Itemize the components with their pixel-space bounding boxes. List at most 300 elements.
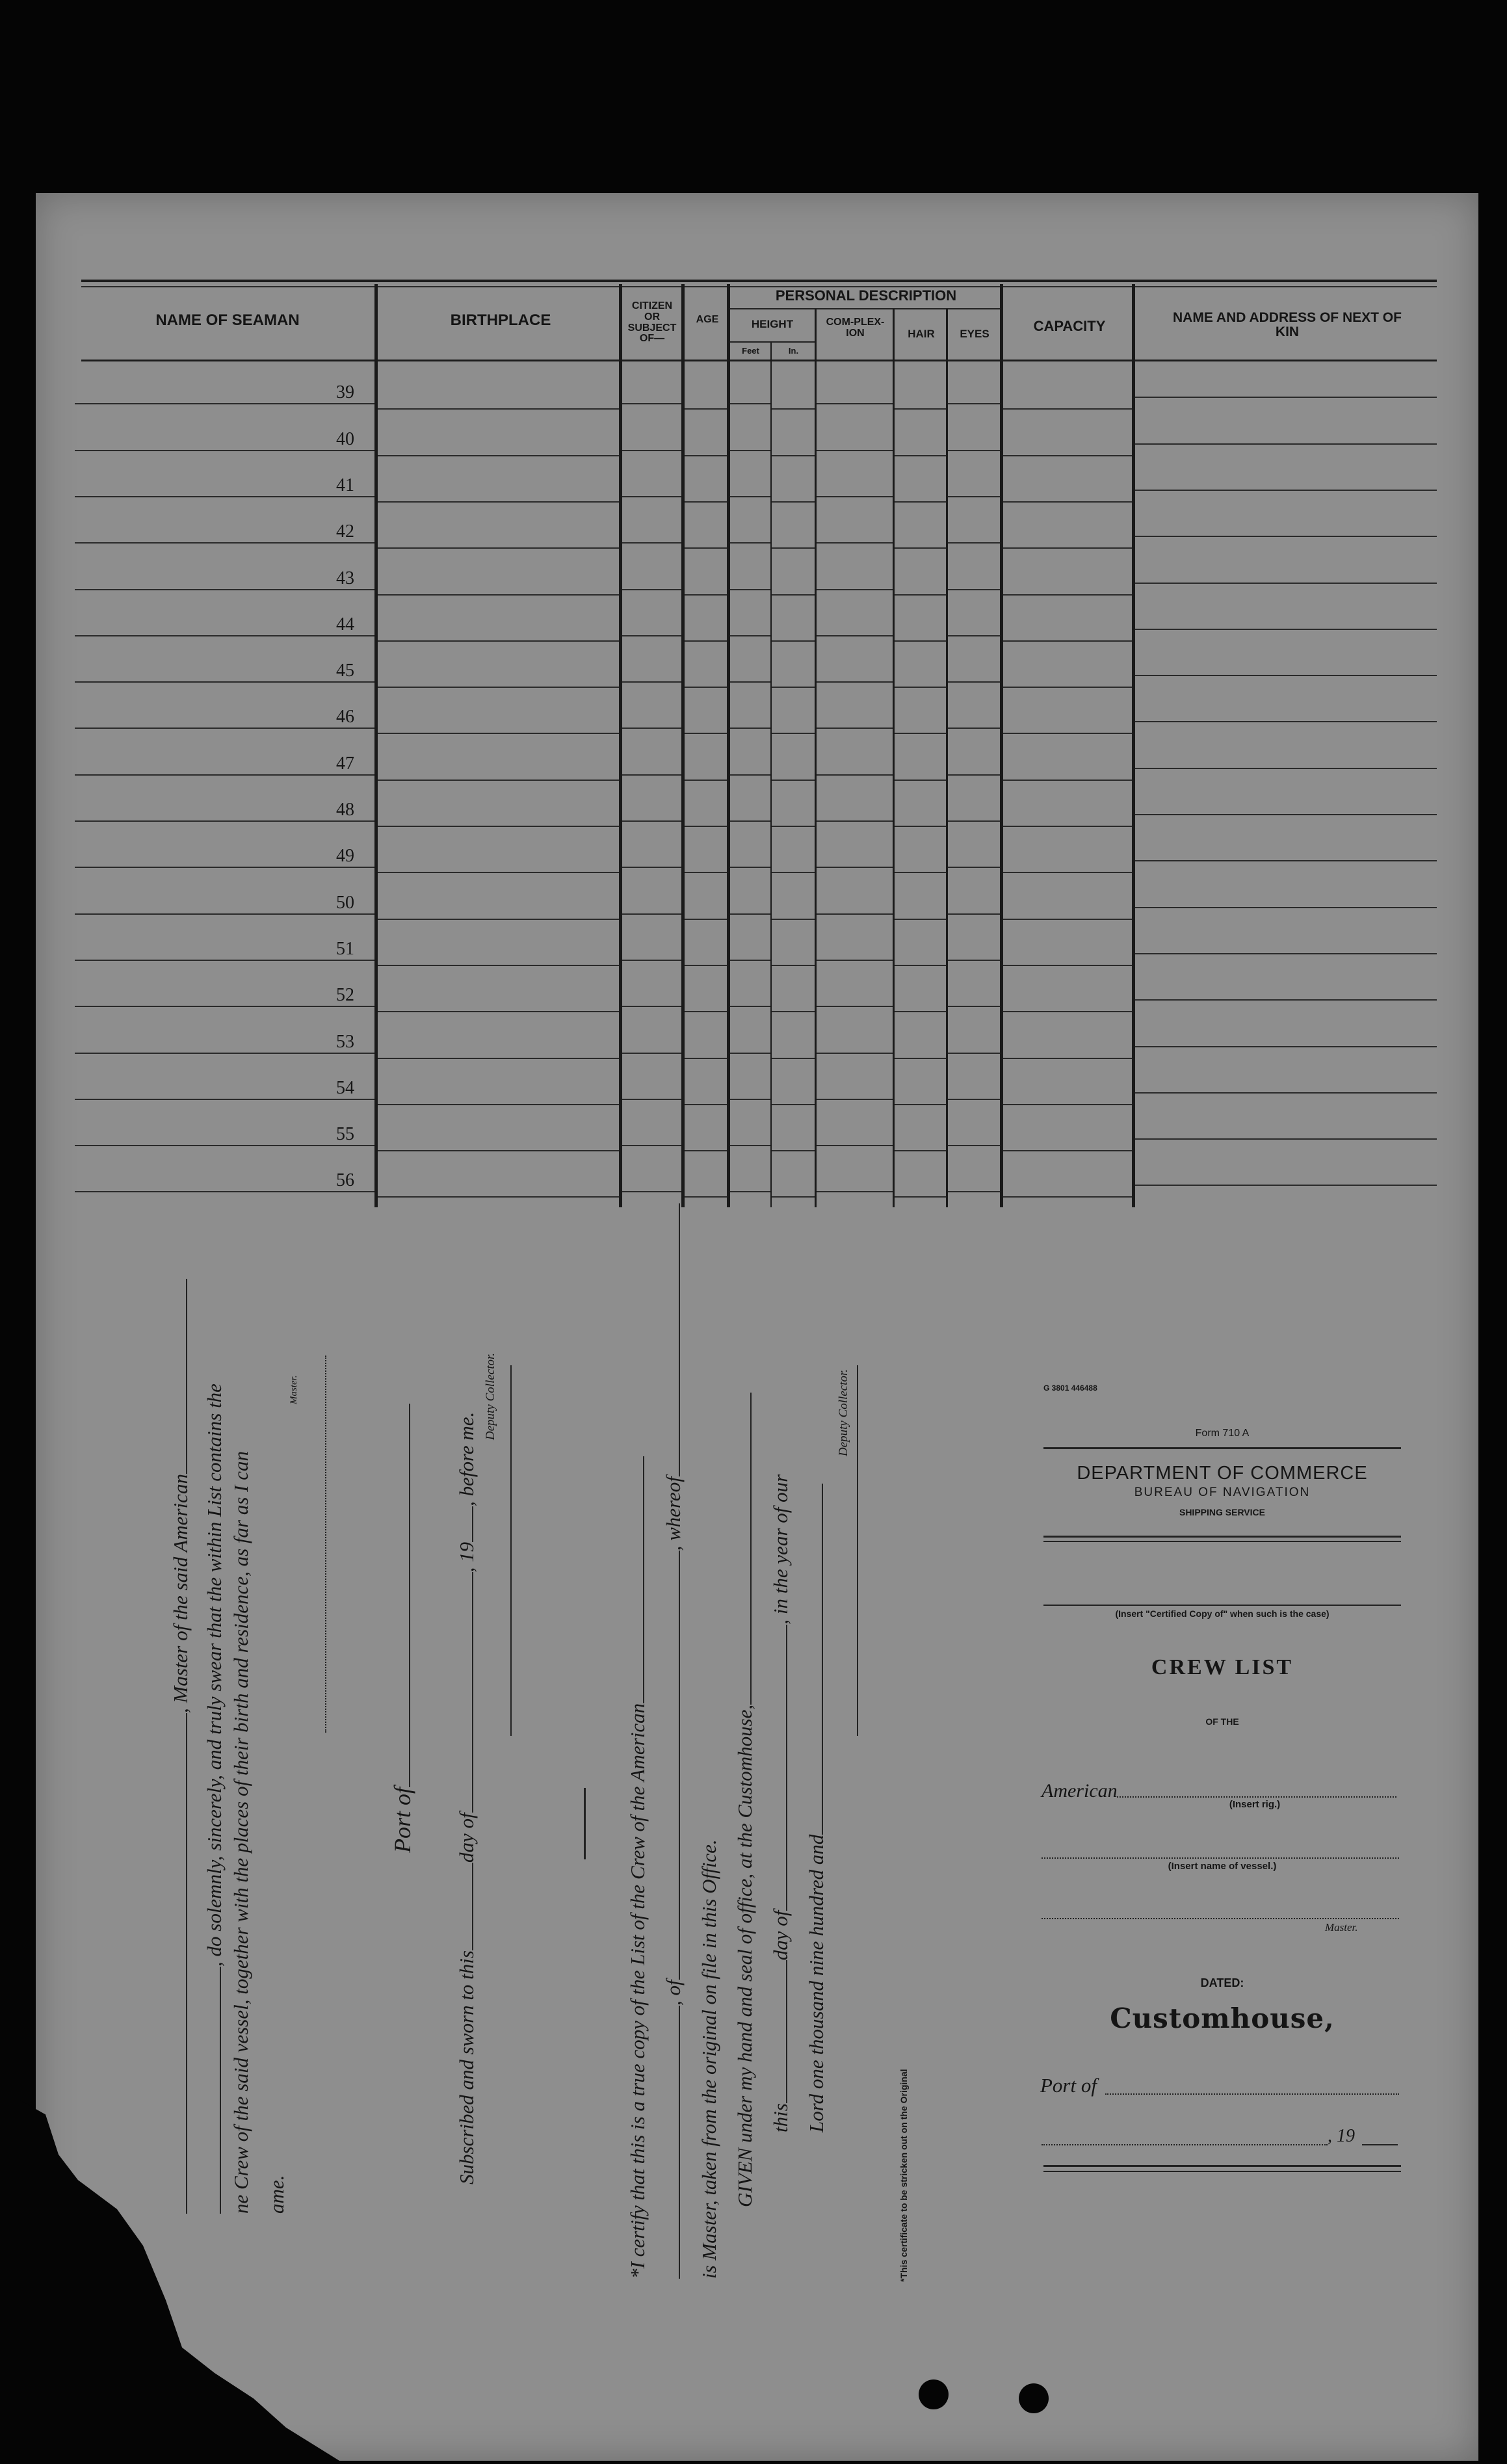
row-number: 41 xyxy=(336,475,354,495)
row-rule xyxy=(685,1196,727,1198)
header-hair: HAIR xyxy=(908,328,935,340)
row-rule xyxy=(1135,1138,1437,1140)
row-rule xyxy=(1003,594,1132,596)
blank-customhouse xyxy=(730,1393,752,1705)
before-me-text: , before me. xyxy=(455,1411,478,1506)
row-rule xyxy=(1135,490,1437,491)
insert-rig: (Insert rig.) xyxy=(1229,1799,1281,1810)
row-rule xyxy=(685,408,727,410)
row-rule xyxy=(948,681,1000,683)
blank-cert-day xyxy=(766,1960,787,2103)
blank-cert-month xyxy=(766,1625,787,1911)
cert-line-5 xyxy=(766,1474,791,2132)
row-rule xyxy=(685,872,727,873)
row-rule xyxy=(1003,687,1132,688)
port-of-line xyxy=(389,1404,414,1853)
row-rule xyxy=(378,1150,619,1151)
row-rule xyxy=(685,687,727,688)
row-rule xyxy=(948,1006,1000,1007)
row-rule xyxy=(1135,1046,1437,1047)
row-rule xyxy=(948,450,1000,451)
row-rule xyxy=(730,450,770,451)
row-rule xyxy=(730,1006,770,1007)
row-rule xyxy=(948,1145,1000,1146)
row-rule xyxy=(1135,999,1437,1001)
row-rule xyxy=(685,501,727,503)
blank-of-port xyxy=(659,1551,680,1980)
oath-line-2 xyxy=(200,1383,224,2214)
row-rule xyxy=(1003,733,1132,734)
row-rule xyxy=(948,1099,1000,1100)
port-of-label: Port of xyxy=(389,1787,415,1853)
cert-line-6 xyxy=(802,1484,826,2132)
row-rule xyxy=(378,408,619,410)
col-rule xyxy=(727,284,730,1207)
blank-vessel-name xyxy=(200,1967,221,2214)
row-rule xyxy=(730,589,770,590)
row-rule xyxy=(378,780,619,781)
row-rule xyxy=(772,1104,815,1105)
row-rule xyxy=(948,403,1000,404)
row-rule xyxy=(948,542,1000,544)
cert-line-1 xyxy=(623,1456,648,2279)
row-rule xyxy=(1003,780,1132,781)
row-rule xyxy=(772,594,815,596)
row-rule xyxy=(817,1006,893,1007)
row-rule xyxy=(817,960,893,961)
row-rule xyxy=(948,496,1000,497)
row-rule xyxy=(75,1053,374,1054)
oath-line-2-text: , do solemnly, sincerely, and truly swear that the within List contains the xyxy=(203,1383,226,1967)
row-rule xyxy=(685,640,727,642)
row-rule xyxy=(75,820,374,822)
row-rule xyxy=(1135,953,1437,954)
row-rule xyxy=(817,496,893,497)
row-rule xyxy=(685,733,727,734)
print-code: G 3801 446488 xyxy=(1043,1383,1097,1393)
row-rule xyxy=(378,965,619,966)
row-rule xyxy=(75,727,374,729)
row-rule xyxy=(622,913,681,915)
row-rule xyxy=(895,1196,946,1198)
row-rule xyxy=(622,1145,681,1146)
header-bottom-rule xyxy=(81,360,1437,361)
row-rule xyxy=(817,450,893,451)
row-number: 54 xyxy=(336,1078,354,1098)
row-rule xyxy=(817,542,893,544)
row-rule xyxy=(685,1058,727,1059)
panel-year-line xyxy=(1362,2144,1398,2145)
header-citizen: CITIZEN OR SUBJECT OF— xyxy=(627,300,677,345)
row-rule xyxy=(1135,443,1437,445)
row-rule xyxy=(685,780,727,781)
row-rule xyxy=(1135,536,1437,537)
row-rule xyxy=(622,820,681,822)
row-rule xyxy=(817,1145,893,1146)
row-rule xyxy=(895,1104,946,1105)
cert-whereof-text: , whereof xyxy=(662,1476,685,1551)
row-rule xyxy=(772,780,815,781)
col-rule xyxy=(374,284,378,1207)
header-capacity: CAPACITY xyxy=(1033,318,1106,334)
header-inches: In. xyxy=(788,346,799,356)
row-rule xyxy=(772,1058,815,1059)
row-rule xyxy=(895,547,946,549)
row-rule xyxy=(772,687,815,688)
cert-deputy-label: Deputy Collector. xyxy=(837,1369,850,1456)
row-rule xyxy=(772,455,815,456)
row-rule xyxy=(948,727,1000,729)
row-rule xyxy=(772,408,815,410)
department: DEPARTMENT OF COMMERCE xyxy=(1077,1463,1368,1484)
row-rule xyxy=(817,913,893,915)
row-rule xyxy=(378,733,619,734)
cert-dayof-text: day of xyxy=(769,1910,792,1961)
row-rule xyxy=(948,635,1000,636)
row-rule xyxy=(895,1011,946,1012)
blank-whereof xyxy=(659,1203,680,1476)
row-rule xyxy=(75,542,374,544)
master-line xyxy=(1042,1918,1399,1919)
punch-hole xyxy=(1019,2383,1049,2413)
row-rule xyxy=(1003,919,1132,920)
punch-hole xyxy=(919,2379,949,2409)
header-feet: Feet xyxy=(742,346,759,356)
cert-line-2 xyxy=(659,1203,683,2279)
row-rule xyxy=(730,1099,770,1100)
row-rule xyxy=(378,1058,619,1059)
row-rule xyxy=(730,681,770,683)
row-rule xyxy=(730,960,770,961)
row-rule xyxy=(622,542,681,544)
row-number: 40 xyxy=(336,429,354,449)
vessel-line xyxy=(1042,1857,1399,1859)
row-number: 43 xyxy=(336,568,354,588)
row-rule xyxy=(730,403,770,404)
row-number: 51 xyxy=(336,939,354,959)
row-number: 42 xyxy=(336,521,354,542)
row-rule xyxy=(730,913,770,915)
row-rule xyxy=(817,1099,893,1100)
row-rule xyxy=(378,687,619,688)
row-rule xyxy=(1003,1150,1132,1151)
oath-line-3-text: ne Crew of the said vessel, together with the places of their birth and residence, as far as I can xyxy=(229,1451,252,2214)
panel-year-19: , 19 xyxy=(1328,2126,1355,2146)
panel-bottom-rule xyxy=(1043,2165,1401,2167)
row-rule xyxy=(817,774,893,776)
row-rule xyxy=(772,965,815,966)
header-birthplace: BIRTHPLACE xyxy=(450,311,551,329)
panel-rule xyxy=(1043,1447,1401,1449)
row-rule xyxy=(772,501,815,503)
row-rule xyxy=(817,635,893,636)
row-rule xyxy=(1135,675,1437,676)
blank-year-cert xyxy=(802,1484,823,1835)
row-rule xyxy=(685,455,727,456)
row-rule xyxy=(75,1145,374,1146)
row-rule xyxy=(1003,1058,1132,1059)
blank-master-name xyxy=(166,1713,187,2214)
header-rule-height xyxy=(729,341,815,343)
row-rule xyxy=(75,1191,374,1192)
row-rule xyxy=(75,681,374,683)
row-rule xyxy=(622,867,681,868)
row-rule xyxy=(75,913,374,915)
of-the: OF THE xyxy=(1205,1716,1239,1727)
oath-line-3 xyxy=(231,1451,251,2214)
row-rule xyxy=(948,589,1000,590)
row-rule xyxy=(817,589,893,590)
row-rule xyxy=(817,727,893,729)
col-rule xyxy=(681,284,685,1207)
row-rule xyxy=(378,594,619,596)
header-height: HEIGHT xyxy=(751,318,794,330)
row-rule xyxy=(378,1196,619,1198)
header-next-of-kin: NAME AND ADDRESS OF NEXT OF KIN xyxy=(1173,310,1402,340)
row-rule xyxy=(75,867,374,868)
row-number: 50 xyxy=(336,893,354,913)
row-rule xyxy=(948,820,1000,822)
oath-line-4 xyxy=(267,2175,287,2214)
row-number: 48 xyxy=(336,800,354,820)
master-signature-line xyxy=(306,1356,326,1733)
row-rule xyxy=(378,872,619,873)
subscribed-text: Subscribed and sworn to this xyxy=(455,1950,478,2184)
row-rule xyxy=(75,403,374,404)
row-rule xyxy=(772,1150,815,1151)
row-rule xyxy=(817,867,893,868)
row-rule xyxy=(685,965,727,966)
row-rule xyxy=(378,826,619,827)
row-rule xyxy=(948,867,1000,868)
port-line xyxy=(1105,2093,1399,2095)
row-number: 45 xyxy=(336,661,354,681)
panel-rule xyxy=(1043,1536,1401,1538)
oath-line-1 xyxy=(166,1279,190,2214)
subscribed-line xyxy=(452,1412,477,2184)
separator-dash xyxy=(584,1788,586,1859)
cert-year-text: , in the year of our xyxy=(769,1474,792,1625)
row-rule xyxy=(1135,629,1437,630)
header-complexion: COM-PLEX-ION xyxy=(826,317,885,339)
row-rule xyxy=(817,820,893,822)
row-rule xyxy=(622,727,681,729)
row-number: 46 xyxy=(336,707,354,727)
certified-copy-line xyxy=(1043,1605,1401,1606)
row-rule xyxy=(75,450,374,451)
row-rule xyxy=(75,496,374,497)
cert-line-1-text: *I certify that this is a true copy of the List of the Crew of the American xyxy=(626,1703,649,2279)
row-rule xyxy=(1135,860,1437,861)
row-rule xyxy=(730,1145,770,1146)
deputy-collector-label: Deputy Collector. xyxy=(484,1352,497,1440)
row-rule xyxy=(730,820,770,822)
row-rule xyxy=(1003,1196,1132,1198)
row-rule xyxy=(730,774,770,776)
row-rule xyxy=(817,1053,893,1054)
row-rule xyxy=(948,913,1000,915)
row-rule xyxy=(730,496,770,497)
col-rule xyxy=(619,284,622,1207)
row-rule xyxy=(75,589,374,590)
row-rule xyxy=(622,589,681,590)
row-rule xyxy=(895,826,946,827)
row-rule xyxy=(1003,965,1132,966)
row-rule xyxy=(772,733,815,734)
master-label: Master. xyxy=(289,1375,299,1404)
cert-line-4 xyxy=(730,1393,755,2207)
row-rule xyxy=(948,1191,1000,1192)
row-rule xyxy=(622,1191,681,1192)
row-rule xyxy=(772,547,815,549)
row-rule xyxy=(1003,640,1132,642)
row-rule xyxy=(1135,768,1437,769)
panel-bottom-rule xyxy=(1043,2171,1401,2172)
header-name-of-seaman: NAME OF SEAMAN xyxy=(155,311,300,329)
row-rule xyxy=(1003,455,1132,456)
row-number: 55 xyxy=(336,1124,354,1144)
insert-certified-note: (Insert "Certified Copy of" when such is the case) xyxy=(1115,1608,1330,1619)
row-rule xyxy=(1003,1104,1132,1105)
row-rule xyxy=(895,780,946,781)
blank-port xyxy=(389,1404,410,1787)
row-rule xyxy=(622,403,681,404)
row-rule xyxy=(622,1099,681,1100)
row-rule xyxy=(1003,1011,1132,1012)
rig-line xyxy=(1117,1796,1396,1798)
row-rule xyxy=(685,1104,727,1105)
cert-of-text: , of xyxy=(662,1980,685,2006)
row-rule xyxy=(378,455,619,456)
header-eyes: EYES xyxy=(960,328,989,340)
row-rule xyxy=(895,455,946,456)
certificate-footnote: *This certificate to be stricken out on the Original xyxy=(898,2069,909,2282)
american-label: American xyxy=(1042,1780,1118,1802)
row-rule xyxy=(817,681,893,683)
row-rule xyxy=(685,594,727,596)
row-rule xyxy=(730,635,770,636)
row-rule xyxy=(948,1053,1000,1054)
row-rule xyxy=(895,408,946,410)
row-rule xyxy=(1135,397,1437,398)
row-rule xyxy=(1003,547,1132,549)
cert-line-3-text: is Master, taken from the original on file in this Office. xyxy=(698,1839,720,2279)
row-rule xyxy=(730,727,770,729)
row-rule xyxy=(895,1150,946,1151)
row-rule xyxy=(622,1053,681,1054)
table-top-rule-2 xyxy=(81,286,1437,287)
row-rule xyxy=(1003,501,1132,503)
row-rule xyxy=(1135,1092,1437,1094)
insert-vessel: (Insert name of vessel.) xyxy=(1168,1861,1277,1872)
row-rule xyxy=(1135,583,1437,584)
row-rule xyxy=(685,919,727,920)
row-rule xyxy=(730,1053,770,1054)
row-rule xyxy=(895,919,946,920)
row-rule xyxy=(622,496,681,497)
col-rule xyxy=(770,343,772,1207)
blank-vessel-cert xyxy=(623,1456,644,1703)
row-rule xyxy=(817,403,893,404)
row-rule xyxy=(895,594,946,596)
year-19-text: , 19 xyxy=(455,1541,478,1573)
row-number: 47 xyxy=(336,754,354,774)
row-rule xyxy=(895,640,946,642)
row-rule xyxy=(1135,1185,1437,1186)
col-rule xyxy=(1132,284,1135,1207)
col-rule xyxy=(815,309,817,1207)
row-rule xyxy=(75,1006,374,1007)
row-rule xyxy=(75,960,374,961)
row-rule xyxy=(730,867,770,868)
row-rule xyxy=(772,872,815,873)
row-rule xyxy=(378,1011,619,1012)
row-number: 39 xyxy=(336,382,354,402)
customhouse-title: Customhouse, xyxy=(1110,2002,1335,2034)
dated-label: DATED: xyxy=(1200,1976,1244,1989)
row-rule xyxy=(75,635,374,636)
row-rule xyxy=(75,1099,374,1100)
row-rule xyxy=(685,826,727,827)
row-rule xyxy=(75,774,374,776)
cert-this-text: this xyxy=(769,2103,792,2132)
crew-list-title: CREW LIST xyxy=(1151,1655,1294,1679)
table-top-rule xyxy=(81,280,1437,282)
row-rule xyxy=(378,1104,619,1105)
header-personal-description: PERSONAL DESCRIPTION xyxy=(775,287,957,304)
col-rule xyxy=(1000,284,1003,1207)
row-rule xyxy=(1135,814,1437,815)
shipping-service: SHIPPING SERVICE xyxy=(1179,1507,1265,1517)
blank-day xyxy=(452,1863,473,1950)
row-rule xyxy=(1135,907,1437,908)
header-rule-personal xyxy=(729,308,1002,309)
bureau: BUREAU OF NAVIGATION xyxy=(1134,1486,1311,1499)
row-rule xyxy=(685,1150,727,1151)
row-rule xyxy=(1003,826,1132,827)
row-rule xyxy=(1003,872,1132,873)
blank-vessel-name-cert xyxy=(659,2006,680,2279)
row-rule xyxy=(817,1191,893,1192)
row-rule xyxy=(772,1196,815,1198)
date-line xyxy=(1042,2144,1328,2145)
cert-line-4-text: GIVEN under my hand and seal of office, at the Customhouse, xyxy=(733,1704,756,2207)
row-rule xyxy=(895,965,946,966)
row-rule xyxy=(772,826,815,827)
row-rule xyxy=(622,960,681,961)
row-rule xyxy=(622,635,681,636)
row-rule xyxy=(948,960,1000,961)
row-rule xyxy=(895,687,946,688)
row-rule xyxy=(378,547,619,549)
header-age: AGE xyxy=(696,314,719,325)
cert-line-6-text: Lord one thousand nine hundred and xyxy=(805,1834,828,2132)
row-rule xyxy=(622,774,681,776)
row-number: 52 xyxy=(336,985,354,1005)
row-rule xyxy=(730,542,770,544)
form-number: Form 710 A xyxy=(1195,1428,1250,1439)
blank-year xyxy=(452,1506,473,1542)
day-of-text: day of xyxy=(455,1813,478,1863)
row-number: 44 xyxy=(336,614,354,635)
row-rule xyxy=(895,501,946,503)
panel-rule xyxy=(1043,1541,1401,1542)
row-rule xyxy=(622,681,681,683)
row-rule xyxy=(948,774,1000,776)
row-rule xyxy=(685,1011,727,1012)
row-rule xyxy=(1003,408,1132,410)
row-rule xyxy=(378,501,619,503)
